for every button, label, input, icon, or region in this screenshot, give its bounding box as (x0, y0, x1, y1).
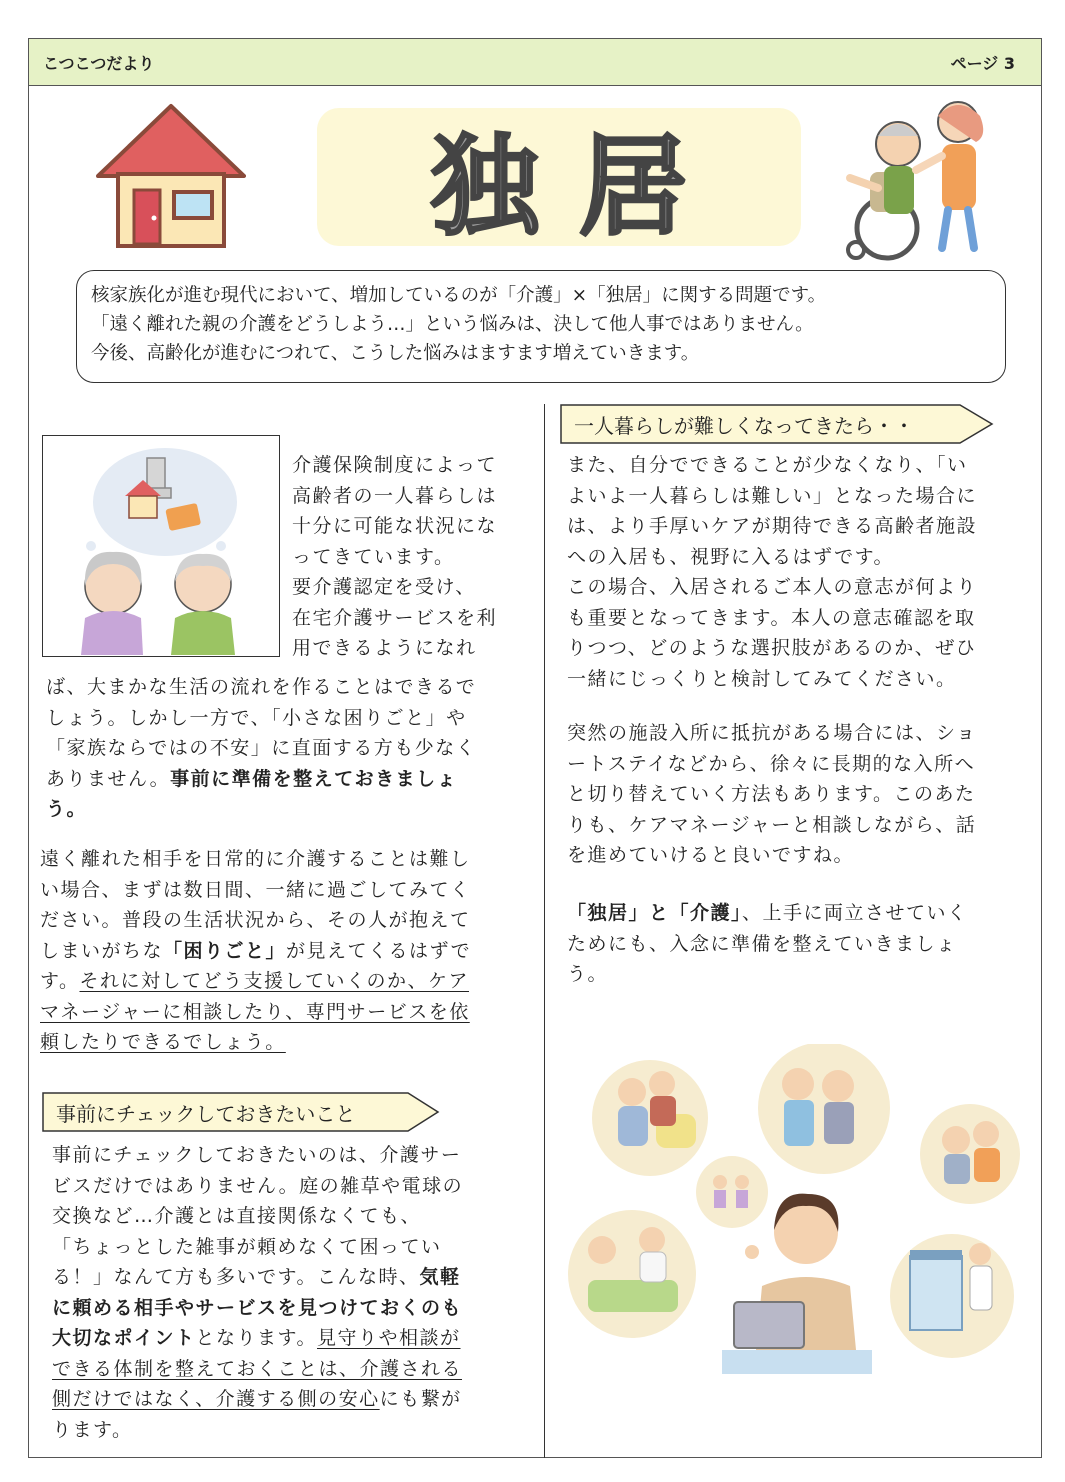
text-line (46, 764, 476, 795)
text-line: りつつ、どのような選択肢があるのか、ぜひ (567, 637, 977, 659)
text-line: りも、ケアマネージャーと相談しながら、話 (567, 813, 977, 836)
newsletter-name: こつこつだより (43, 53, 155, 73)
text-line (52, 1262, 463, 1293)
intro-line: 今後、高齢化が進むにつれて、こうした悩みはますます増えていきます。 (91, 343, 700, 364)
text-line: 在宅介護サービスを利 (292, 606, 498, 629)
text-line (567, 898, 968, 929)
text-line: ば、大まかな生活の流れを作ることはできるで (46, 676, 477, 698)
underlined-text: 頼したりできるでしょう。 (40, 1031, 286, 1053)
text-line: ためにも、入念に準備を整えていきましょ (567, 932, 957, 955)
left-paragraph-check (52, 1140, 463, 1445)
text-line: 「ちょっとした雑事が頼めなくて困ってい (52, 1235, 442, 1258)
text-line: う。 (567, 963, 609, 985)
text-span: が見えてくるはずで (286, 939, 472, 962)
text-span: す。 (40, 970, 80, 992)
left-paragraph-1-wide (46, 672, 476, 825)
underlined-text: 見守りや相談が (317, 1327, 461, 1349)
emphasis-text: 「困りごと」 (163, 939, 287, 962)
text-span: となります。 (195, 1327, 317, 1349)
emphasis-text: と (649, 902, 670, 924)
text-span: ありません。 (46, 767, 171, 790)
emphasis-text: 気軽 (419, 1266, 461, 1288)
text-line: 突然の施設入所に抵抗がある場合には、ショ (567, 722, 977, 744)
emphasis-text: 「介護」 (669, 902, 743, 924)
text-line: い場合、まずは数日間、一緒に過ごしてみてく (40, 878, 471, 901)
text-line: よいよ一人暮らしは難しい」となった場合に (567, 484, 978, 507)
text-line: 「家族ならではの不安」に直面する方も少なく (46, 737, 477, 759)
page-number: ページ 3 (950, 53, 1015, 73)
text-line: また、自分でできることが少なくなり、「い (567, 454, 968, 476)
underlined-text: それに対してどう支援していくのか、ケア (79, 970, 469, 992)
text-line: 遠く離れた相手を日常的に介護することは難し (40, 848, 471, 870)
intro-line: 「遠く離れた親の介護をどうしよう…」という悩みは、決して他人事ではありません。 (91, 314, 814, 335)
underlined-text: できる体制を整えておくことは、介護される (52, 1357, 463, 1380)
column-divider (544, 404, 545, 1458)
emphasis-text: 大切なポイント (52, 1327, 196, 1349)
text-line: 交換など…介護とは直接関係なくても、 (52, 1205, 422, 1227)
text-line: 一緒にじっくりと検討してみてください。 (567, 667, 957, 690)
text-line: ートステイなどから、徐々に長期的な入所へ (567, 752, 976, 775)
text-line: への入居も、視野に入るはずです。 (567, 545, 895, 568)
elderly-couple-illustration (42, 435, 280, 657)
text-span: 、上手に両立させていく (742, 902, 968, 924)
thought-bubble-icon (43, 436, 278, 655)
left-paragraph-1-narrow (292, 450, 497, 664)
text-line: を進めていけると良いですね。 (567, 844, 855, 866)
text-line (40, 936, 471, 967)
text-line: は、より手厚いケアが期待できる高齢者施設 (567, 515, 978, 537)
right-paragraph-2 (567, 718, 977, 871)
underlined-text: マネージャーに相談したり、専門サービスを依 (40, 1000, 470, 1023)
left-paragraph-2 (40, 844, 471, 1058)
text-line: 要介護認定を受け、 (292, 576, 476, 598)
text-line (52, 1384, 463, 1415)
text-line: ります。 (52, 1418, 133, 1441)
section-heading: 一人暮らしが難しくなってきたら・・ (574, 414, 914, 438)
text-line: この場合、入居されるご本人の意志が何より (567, 576, 978, 598)
text-line: ださい。普段の生活状況から、その人が抱えて (40, 909, 471, 931)
text-line: 事前にチェックしておきたいのは、介護サー (52, 1144, 462, 1166)
right-paragraph-1 (567, 450, 977, 694)
text-span: る！」なんて方も多いです。こんな時、 (52, 1266, 420, 1288)
text-line: ってきています。 (292, 545, 455, 568)
right-paragraph-3 (567, 898, 968, 990)
text-line (40, 966, 471, 997)
intro-line: 核家族化が進む現代において、増加しているのが「介護」×「独居」に関する問題です。 (91, 285, 827, 306)
emphasis-text: に頼める相手やサービスを見つけておくのも (52, 1296, 463, 1319)
text-line: ビスだけではありません。庭の雑草や電球の (52, 1174, 464, 1197)
house-icon (96, 102, 246, 250)
text-line: と切り替えていく方法もあります。このあた (567, 783, 976, 805)
section-tag-living-alone (560, 404, 996, 444)
care-scenes-illustration (566, 1044, 1022, 1380)
text-line: も重要となってきます。本人の意志確認を取 (567, 606, 976, 629)
emphasis-text: 「独居」 (567, 902, 650, 924)
emphasis-text: 事前に準備を整えておきましょ (170, 767, 458, 790)
text-line: 介護保険制度によって (292, 454, 498, 476)
emphasis-text: う。 (46, 798, 88, 820)
text-line (52, 1323, 463, 1354)
text-line: 用できるようになれ (292, 637, 477, 659)
text-span: しまいがちな (40, 939, 164, 962)
text-line: 高齢者の一人暮らしは (292, 484, 498, 507)
text-line: しょう。しかし一方で、「小さな困りごと」や (46, 706, 467, 729)
underlined-text: 側だけではなく、介護する側の安心 (52, 1388, 380, 1410)
intro-box (76, 270, 1006, 383)
caregiver-wheelchair-illustration (842, 96, 994, 262)
section-tag-check (42, 1092, 442, 1132)
text-span: にも繋が (379, 1388, 462, 1410)
text-line: 十分に可能な状況にな (292, 515, 498, 537)
section-heading: 事前にチェックしておきたいこと (56, 1102, 356, 1126)
page-title: 独居 (430, 124, 727, 250)
